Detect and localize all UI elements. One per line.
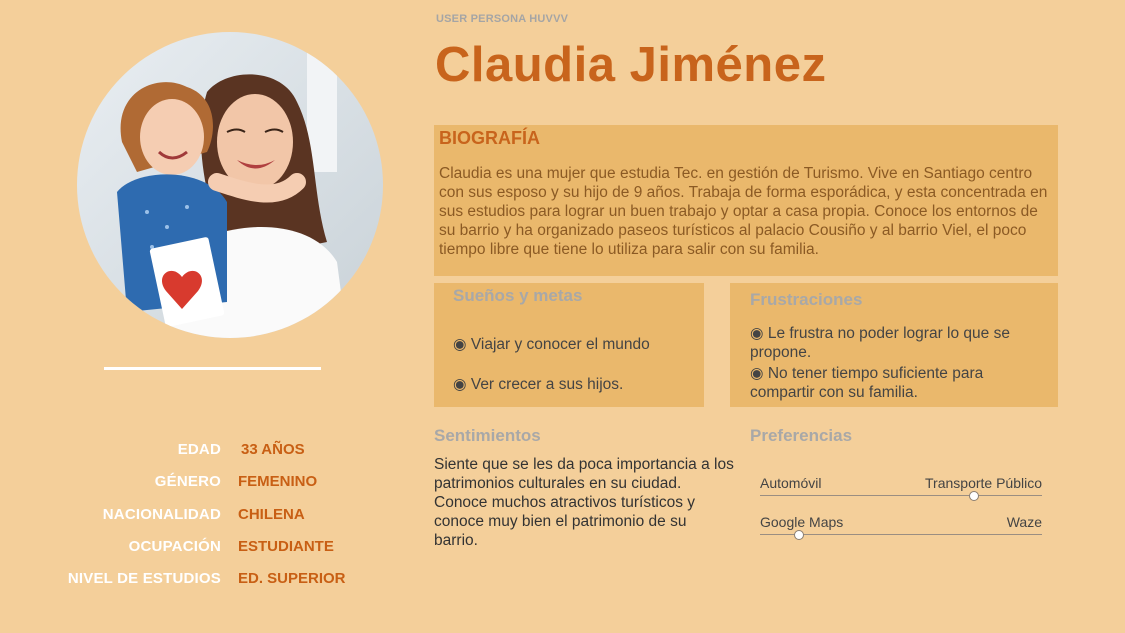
- biography-text: Claudia es una mujer que estudia Tec. en gestión de Turismo. Vive en Santiago centro con sus esposo y su hijo de 9 años. Trabaja de forma esporádica, y esta concentrada en sus estudios para lograr un buen trabajo y optar a casa propia. Conoce los entornos de su barrio y ha organizado paseos turísticos al palacio Cousiño y al barrio Viel, el poco tiempo libre que tiene lo utiliza para salir con su familia.: [439, 165, 1048, 258]
- nationality-value: CHILENA: [238, 506, 305, 523]
- preference-slider-maps: [760, 513, 1042, 543]
- frustration-item: ◉ No tener tiempo suficiente para compartir con su familia.: [750, 365, 984, 401]
- slider-track: [760, 495, 1042, 496]
- sentiments-text: Siente que se les da poca importancia a los patrimonios culturales en su ciudad. Conoce muchos atractivos turísticos y conoce muy bien el patrimonio de su barrio.: [434, 456, 734, 549]
- gender-value: FEMENINO: [238, 473, 318, 490]
- persona-name: Claudia Jiménez: [435, 38, 827, 92]
- slider-right-label: Transporte Público: [925, 475, 1042, 491]
- preferences-title: Preferencias: [750, 426, 853, 445]
- age-value: 33 AÑOS: [241, 441, 305, 458]
- age-label: EDAD: [177, 441, 221, 458]
- persona-tag: USER PERSONA HUVVV: [436, 13, 569, 25]
- occupation-value: ESTUDIANTE: [238, 538, 334, 555]
- dreams-title: Sueños y metas: [453, 286, 583, 305]
- occupation-label: OCUPACIÓN: [128, 538, 221, 555]
- persona-photo: [77, 32, 383, 338]
- mother-child-photo: [77, 32, 383, 338]
- nationality-label: NACIONALIDAD: [102, 506, 221, 523]
- photo-divider: [104, 367, 321, 370]
- frustrations-card: [730, 283, 1058, 407]
- slider-left-label: Google Maps: [760, 514, 844, 530]
- dream-item: ◉ Viajar y conocer el mundo: [453, 336, 650, 353]
- sentiments-title: Sentimientos: [434, 426, 541, 445]
- slider-knob: [969, 491, 979, 501]
- frustrations-title: Frustraciones: [750, 290, 863, 309]
- slider-right-label: Waze: [1006, 514, 1042, 530]
- preference-slider-transport: [760, 474, 1042, 504]
- biography-card: [434, 125, 1058, 276]
- frustration-item: ◉ Le frustra no poder lograr lo que se propone.: [750, 325, 1010, 361]
- gender-label: GÉNERO: [154, 473, 221, 490]
- biography-title: BIOGRAFÍA: [439, 128, 540, 148]
- slider-knob: [794, 530, 804, 540]
- dreams-card: [434, 283, 704, 407]
- dream-item: ◉ Ver crecer a sus hijos.: [453, 376, 624, 393]
- education-label: NIVEL DE ESTUDIOS: [67, 570, 221, 587]
- slider-left-label: Automóvil: [760, 475, 822, 491]
- education-value: ED. SUPERIOR: [238, 570, 346, 587]
